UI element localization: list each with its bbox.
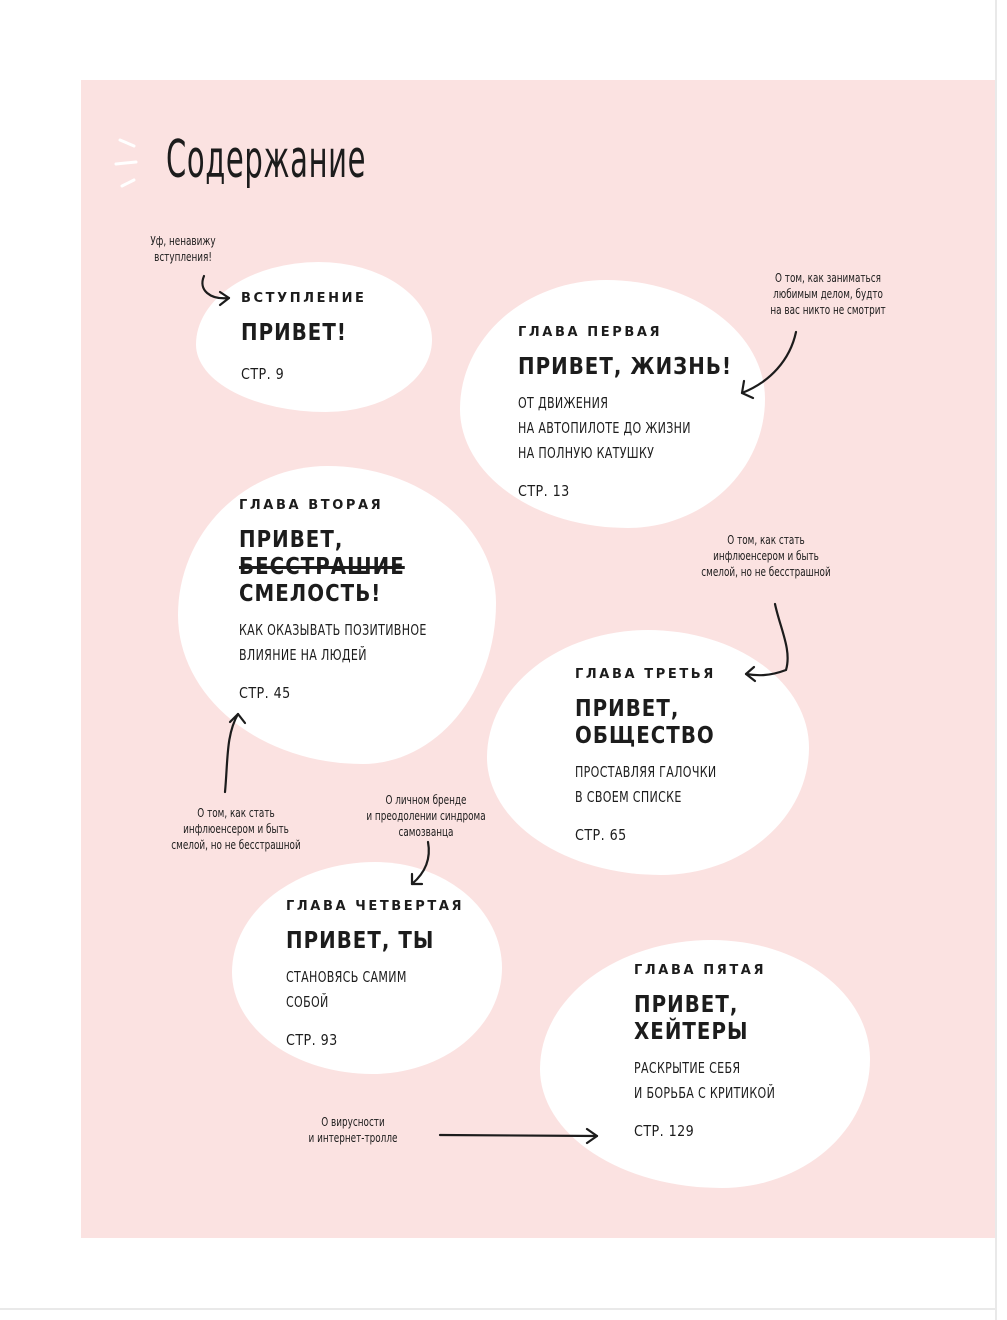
entry-subtitle: КАК ОКАЗЫВАТЬ ПОЗИТИВНОЕ ВЛИЯНИЕ НА ЛЮДЕЙ <box>239 621 427 664</box>
entry-headline: ПРИВЕТ, ТЫ <box>286 928 435 954</box>
arrow-icon <box>742 332 796 398</box>
note-chapter-1: О том, как заниматься любимым делом, будто на вас никто не смотрит <box>770 271 886 317</box>
entry-label: ГЛАВА ПЯТАЯ <box>634 963 767 978</box>
note-chapter-3: О том, как стать инфлюенсером и быть смелой, но не бесстрашной <box>701 533 831 579</box>
entry-subtitle: ПРОСТАВЛЯЯ ГАЛОЧКИ В СВОЕМ СПИСКЕ <box>575 763 717 806</box>
note-chapter-2: О том, как стать инфлюенсером и быть смелой, но не бесстрашной <box>171 806 301 852</box>
arrow-icon <box>412 842 429 884</box>
page-title: Содержание <box>166 130 367 190</box>
entry-page: СТР. 45 <box>239 684 291 702</box>
entry-page: СТР. 65 <box>575 826 627 844</box>
entry-subtitle: ОТ ДВИЖЕНИЯ НА АВТОПИЛОТЕ ДО ЖИЗНИ НА ПОЛНУЮ КАТУШКУ <box>518 394 691 462</box>
arrow-icon <box>440 1129 597 1143</box>
arrow-icon <box>746 604 788 681</box>
entry-page: СТР. 9 <box>241 365 285 383</box>
entry-subtitle: СТАНОВЯСЬ САМИМ СОБОЙ <box>286 968 407 1011</box>
note-intro: Уф, ненавижу вступления! <box>150 234 216 264</box>
entry-label: ГЛАВА ПЕРВАЯ <box>518 325 663 340</box>
entry-label: ГЛАВА ЧЕТВЕРТАЯ <box>286 899 465 914</box>
arrow-icon <box>202 276 229 305</box>
entry-headline: ПРИВЕТ! <box>241 320 347 346</box>
entry-headline: ПРИВЕТ, ОБЩЕСТВО <box>575 696 715 749</box>
arrow-icon <box>225 714 245 792</box>
entry-headline: ПРИВЕТ, БЕССТРАШИЕ СМЕЛОСТЬ! <box>239 527 436 608</box>
entry-headline: ПРИВЕТ, ЖИЗНЬ! <box>518 354 733 380</box>
note-chapter-4: О личном бренде и преодолении синдрома самозванца <box>366 793 486 839</box>
entry-subtitle: РАСКРЫТИЕ СЕБЯ И БОРЬБА С КРИТИКОЙ <box>634 1059 776 1102</box>
struck-word: БЕССТРАШИЕ <box>239 554 405 580</box>
note-chapter-5: О вирусности и интернет-тролле <box>308 1115 398 1145</box>
entry-headline: ПРИВЕТ, ХЕЙТЕРЫ <box>634 992 749 1045</box>
entry-page: СТР. 93 <box>286 1031 338 1049</box>
entry-page: СТР. 129 <box>634 1122 695 1140</box>
entry-page: СТР. 13 <box>518 482 570 500</box>
entry-label: ВСТУПЛЕНИЕ <box>241 291 367 306</box>
entry-label: ГЛАВА ВТОРАЯ <box>239 498 384 513</box>
entry-label: ГЛАВА ТРЕТЬЯ <box>575 667 716 682</box>
